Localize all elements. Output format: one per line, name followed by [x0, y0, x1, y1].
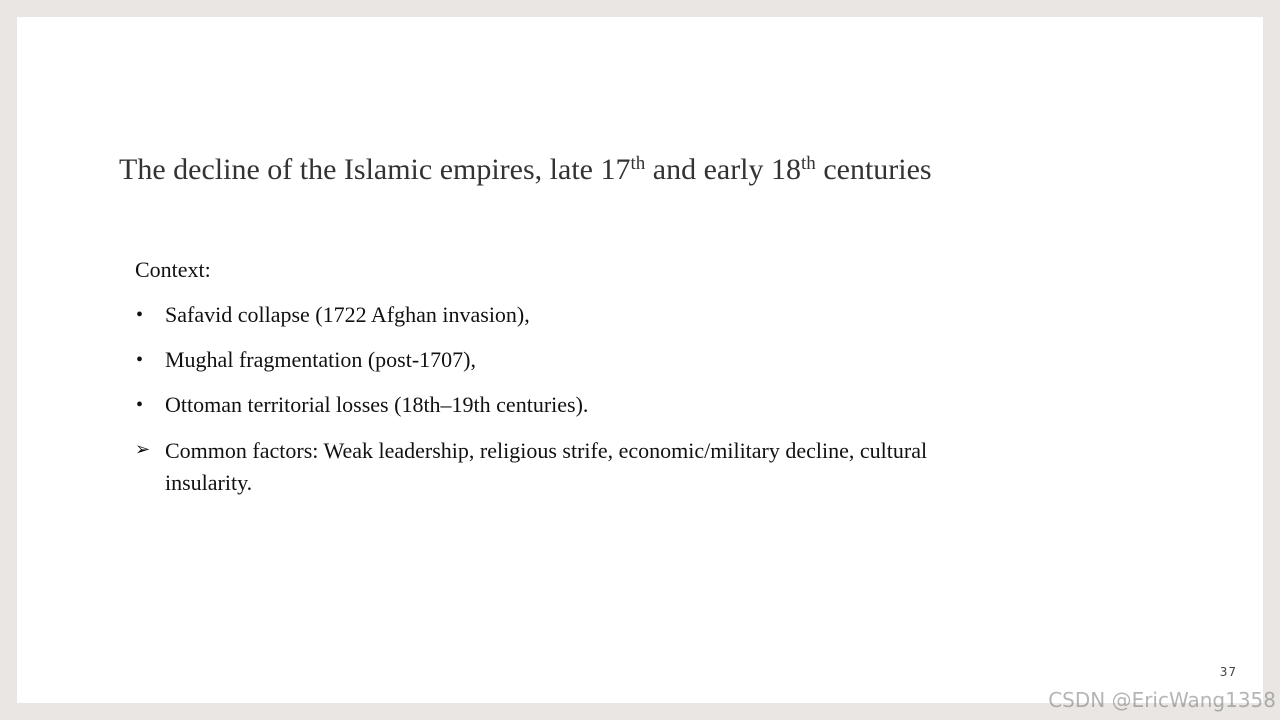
list-item	[135, 300, 955, 330]
page-number: 37	[1219, 665, 1237, 679]
title-text-part1: The decline of the Islamic empires, late 17	[119, 153, 631, 186]
arrow-bullet-icon: ➢	[135, 439, 151, 459]
watermark: CSDN @EricWang1358	[1048, 688, 1276, 712]
list-item	[135, 390, 955, 420]
title-text-part3: centuries	[815, 153, 932, 186]
list-item-conclusion	[135, 435, 955, 499]
slide	[17, 17, 1263, 703]
list-item-text: Common factors: Weak leadership, religious strife, economic/military decline, cultural insularity.	[165, 438, 928, 495]
title-superscript-1: th	[630, 153, 646, 174]
bullet-list	[135, 300, 955, 499]
title-text-part2: and early 18	[645, 153, 802, 186]
bullet-icon: •	[136, 349, 144, 371]
bullet-icon: •	[136, 304, 144, 326]
slide-title	[119, 150, 932, 190]
list-item	[135, 345, 955, 375]
bullet-icon: •	[136, 394, 144, 416]
title-superscript-2: th	[801, 153, 816, 174]
context-label: Context:	[135, 257, 211, 282]
list-item-text: Safavid collapse (1722 Afghan invasion),	[165, 302, 530, 327]
slide-body	[135, 255, 955, 514]
list-item-text: Ottoman territorial losses (18th–19th centuries).	[165, 392, 589, 417]
list-item-text: Mughal fragmentation (post-1707),	[165, 347, 476, 372]
